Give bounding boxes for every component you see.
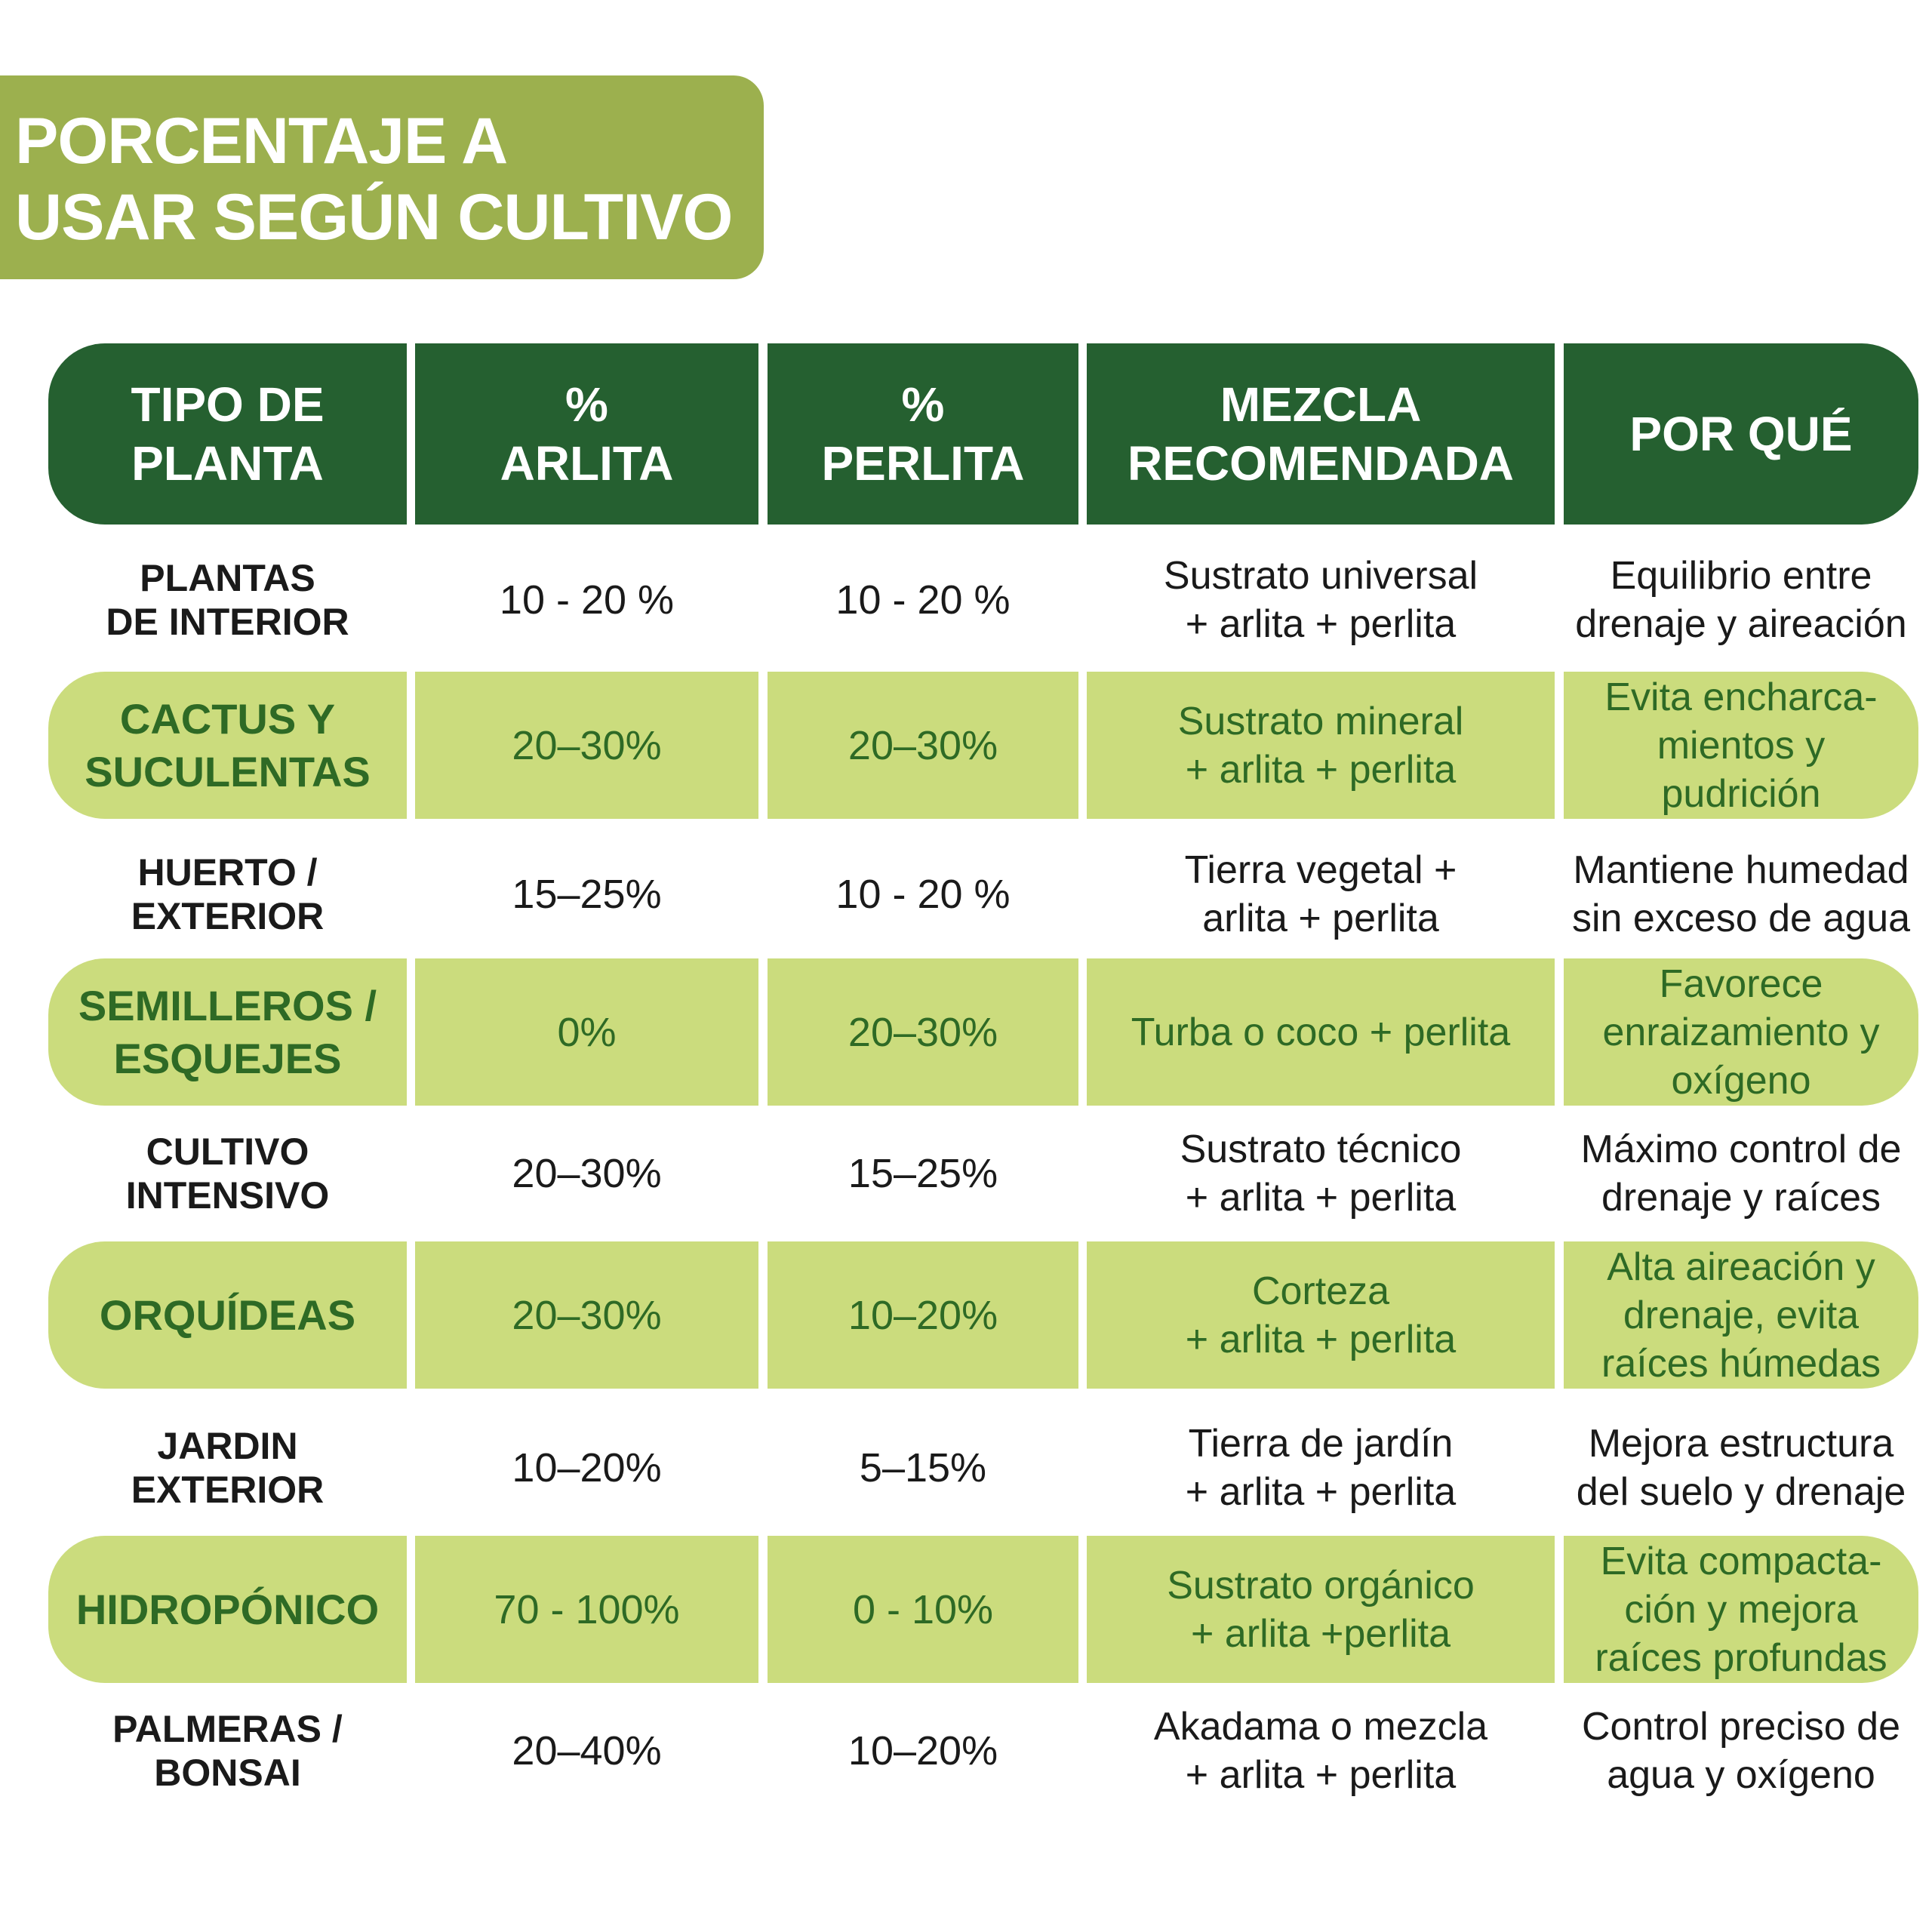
reason-text: raíces profundas (1595, 1635, 1887, 1680)
reason-text: Evita encharca- (1604, 675, 1878, 719)
plant-type-cell (48, 1117, 407, 1230)
mix-cell (1087, 1694, 1555, 1807)
mix-text: + arlita + perlita (1185, 602, 1457, 646)
mix-text: arlita + perlita (1202, 897, 1439, 940)
perlita-percent-cell (768, 838, 1078, 951)
reason-text: enraizamiento y (1602, 1010, 1880, 1054)
arlita-percent-cell (415, 1411, 758, 1524)
arlita-percent-text: 15–25% (512, 872, 662, 917)
arlita-percent-text: 10–20% (512, 1445, 662, 1491)
arlita-percent-cell (415, 838, 758, 951)
arlita-percent-text: 20–30% (512, 722, 662, 768)
mix-cell (1087, 1241, 1555, 1389)
perlita-percent-cell (768, 958, 1078, 1106)
mix-text: + arlita +perlita (1191, 1611, 1451, 1656)
plant-type-text: INTENSIVO (125, 1174, 330, 1217)
plant-type-text: HUERTO / (137, 851, 318, 894)
perlita-percent-text: 10–20% (848, 1292, 998, 1338)
mix-text: Corteza (1251, 1269, 1390, 1313)
arlita-percent-text: 10 - 20 % (499, 577, 675, 623)
arlita-percent-cell (415, 1536, 758, 1683)
header-label: PLANTA (131, 436, 324, 491)
plant-type-text: SEMILLEROS / (78, 981, 377, 1029)
mix-cell (1087, 1117, 1555, 1230)
arlita-percent-text: 0% (557, 1009, 617, 1055)
reason-cell (1564, 1694, 1918, 1807)
reason-text: raíces húmedas (1601, 1341, 1881, 1386)
plant-type-text: DE INTERIOR (106, 601, 349, 643)
mix-text: Sustrato mineral (1177, 699, 1464, 743)
plant-type-text: SUCULENTAS (85, 747, 371, 795)
mix-text: Akadama o mezcla (1153, 1705, 1488, 1749)
reason-text: sin exceso de agua (1571, 897, 1911, 940)
mix-text: + arlita + perlita (1185, 1176, 1457, 1220)
mix-cell (1087, 958, 1555, 1106)
reason-text: Favorece (1659, 961, 1823, 1006)
reason-cell (1564, 958, 1918, 1106)
reason-text: drenaje y raíces (1601, 1176, 1881, 1220)
arlita-percent-cell (415, 672, 758, 819)
arlita-percent-cell (415, 1694, 758, 1807)
perlita-percent-cell (768, 1694, 1078, 1807)
mix-text: Tierra vegetal + (1184, 848, 1457, 892)
perlita-percent-cell (768, 672, 1078, 819)
reason-text: ción y mejora (1624, 1587, 1858, 1632)
reason-cell (1564, 1411, 1918, 1524)
header-label: % (565, 377, 608, 432)
arlita-percent-text: 20–30% (512, 1151, 662, 1196)
plant-type-cell (48, 1411, 407, 1524)
reason-text: drenaje y aireación (1575, 602, 1907, 646)
plant-type-text: EXTERIOR (131, 895, 325, 937)
mix-text: + arlita + perlita (1185, 1753, 1457, 1797)
mix-text: Tierra de jardín (1188, 1422, 1454, 1466)
arlita-percent-cell (415, 543, 758, 657)
header-tipo-de-planta (48, 343, 407, 525)
reason-text: Control preciso de (1582, 1705, 1900, 1749)
reason-text: Alta aireación y (1607, 1244, 1875, 1289)
mix-cell (1087, 672, 1555, 819)
arlita-percent-text: 20–40% (512, 1728, 662, 1774)
title-banner (0, 75, 764, 279)
arlita-percent-text: 20–30% (512, 1292, 662, 1338)
mix-cell (1087, 1536, 1555, 1683)
perlita-percent-cell (768, 1411, 1078, 1524)
header-perlita (768, 343, 1078, 525)
perlita-percent-cell (768, 1117, 1078, 1230)
reason-text: agua y oxígeno (1607, 1753, 1875, 1797)
perlita-percent-cell (768, 1536, 1078, 1683)
mix-text: Sustrato orgánico (1167, 1563, 1475, 1607)
reason-text: Evita compacta- (1600, 1539, 1882, 1583)
arlita-percent-cell (415, 1117, 758, 1230)
reason-cell (1564, 1241, 1918, 1389)
mix-text: Turba o coco + perlita (1131, 1010, 1511, 1054)
header-por-que (1564, 343, 1918, 525)
perlita-percent-text: 0 - 10% (852, 1586, 994, 1632)
perlita-percent-text: 5–15% (859, 1445, 987, 1491)
plant-type-cell (48, 543, 407, 657)
plant-type-cell (48, 1694, 407, 1807)
mix-text: Sustrato universal (1163, 554, 1478, 598)
perlita-percent-text: 10 - 20 % (835, 872, 1011, 917)
plant-type-cell (48, 958, 407, 1106)
reason-cell (1564, 1536, 1918, 1683)
plant-type-text: ESQUEJES (113, 1034, 342, 1082)
plant-type-text: EXTERIOR (131, 1469, 325, 1511)
reason-text: Equilibrio entre (1610, 554, 1872, 598)
plant-type-cell (48, 1536, 407, 1683)
plant-type-text: JARDIN (157, 1425, 298, 1467)
mix-text: + arlita + perlita (1185, 1470, 1457, 1514)
plant-type-text: CULTIVO (146, 1131, 309, 1173)
mix-text: + arlita + perlita (1185, 747, 1457, 792)
header-label: MEZCLA (1220, 377, 1422, 432)
header-label: TIPO DE (131, 377, 325, 432)
reason-text: Mantiene humedad (1573, 848, 1909, 892)
header-label: POR QUÉ (1629, 407, 1853, 461)
header-label: PERLITA (821, 436, 1025, 491)
plant-type-text: ORQUÍDEAS (99, 1291, 356, 1339)
arlita-percent-text: 70 - 100% (494, 1586, 680, 1632)
plant-type-text: CACTUS Y (119, 694, 336, 743)
reason-text: pudrición (1661, 771, 1821, 816)
reason-cell (1564, 838, 1918, 951)
reason-cell (1564, 1117, 1918, 1230)
header-label: ARLITA (500, 436, 674, 491)
header-mezcla-recomendada (1087, 343, 1555, 525)
plant-type-cell (48, 838, 407, 951)
plant-type-cell (48, 672, 407, 819)
mix-cell (1087, 838, 1555, 951)
reason-text: Mejora estructura (1588, 1422, 1894, 1466)
mix-text: + arlita + perlita (1185, 1317, 1457, 1361)
plant-type-text: PALMERAS / (112, 1708, 343, 1750)
reason-text: Máximo control de (1580, 1128, 1902, 1171)
perlita-percent-text: 10 - 20 % (835, 577, 1011, 623)
plant-type-text: HIDROPÓNICO (75, 1585, 380, 1633)
mix-cell (1087, 1411, 1555, 1524)
perlita-percent-cell (768, 1241, 1078, 1389)
plant-type-cell (48, 1241, 407, 1389)
reason-text: oxígeno (1671, 1058, 1811, 1103)
reason-cell (1564, 672, 1918, 819)
perlita-percent-cell (768, 543, 1078, 657)
header-label: % (901, 377, 945, 432)
reason-text: mientos y (1657, 723, 1826, 768)
perlita-percent-text: 20–30% (848, 1009, 998, 1055)
perlita-percent-text: 15–25% (848, 1151, 998, 1196)
reason-cell (1564, 543, 1918, 657)
mix-text: Sustrato técnico (1180, 1128, 1462, 1171)
header-arlita (415, 343, 758, 525)
plant-type-text: PLANTAS (140, 557, 315, 599)
mix-cell (1087, 543, 1555, 657)
arlita-percent-cell (415, 1241, 758, 1389)
title-line-1: PORCENTAJE A (15, 105, 508, 177)
perlita-percent-text: 10–20% (848, 1728, 998, 1774)
plant-type-text: BONSAI (154, 1752, 301, 1794)
reason-text: del suelo y drenaje (1576, 1470, 1906, 1514)
reason-text: drenaje, evita (1623, 1293, 1860, 1337)
perlita-percent-text: 20–30% (848, 722, 998, 768)
header-label: RECOMENDADA (1128, 436, 1514, 491)
title-line-2: USAR SEGÚN CULTIVO (15, 181, 733, 254)
arlita-percent-cell (415, 958, 758, 1106)
